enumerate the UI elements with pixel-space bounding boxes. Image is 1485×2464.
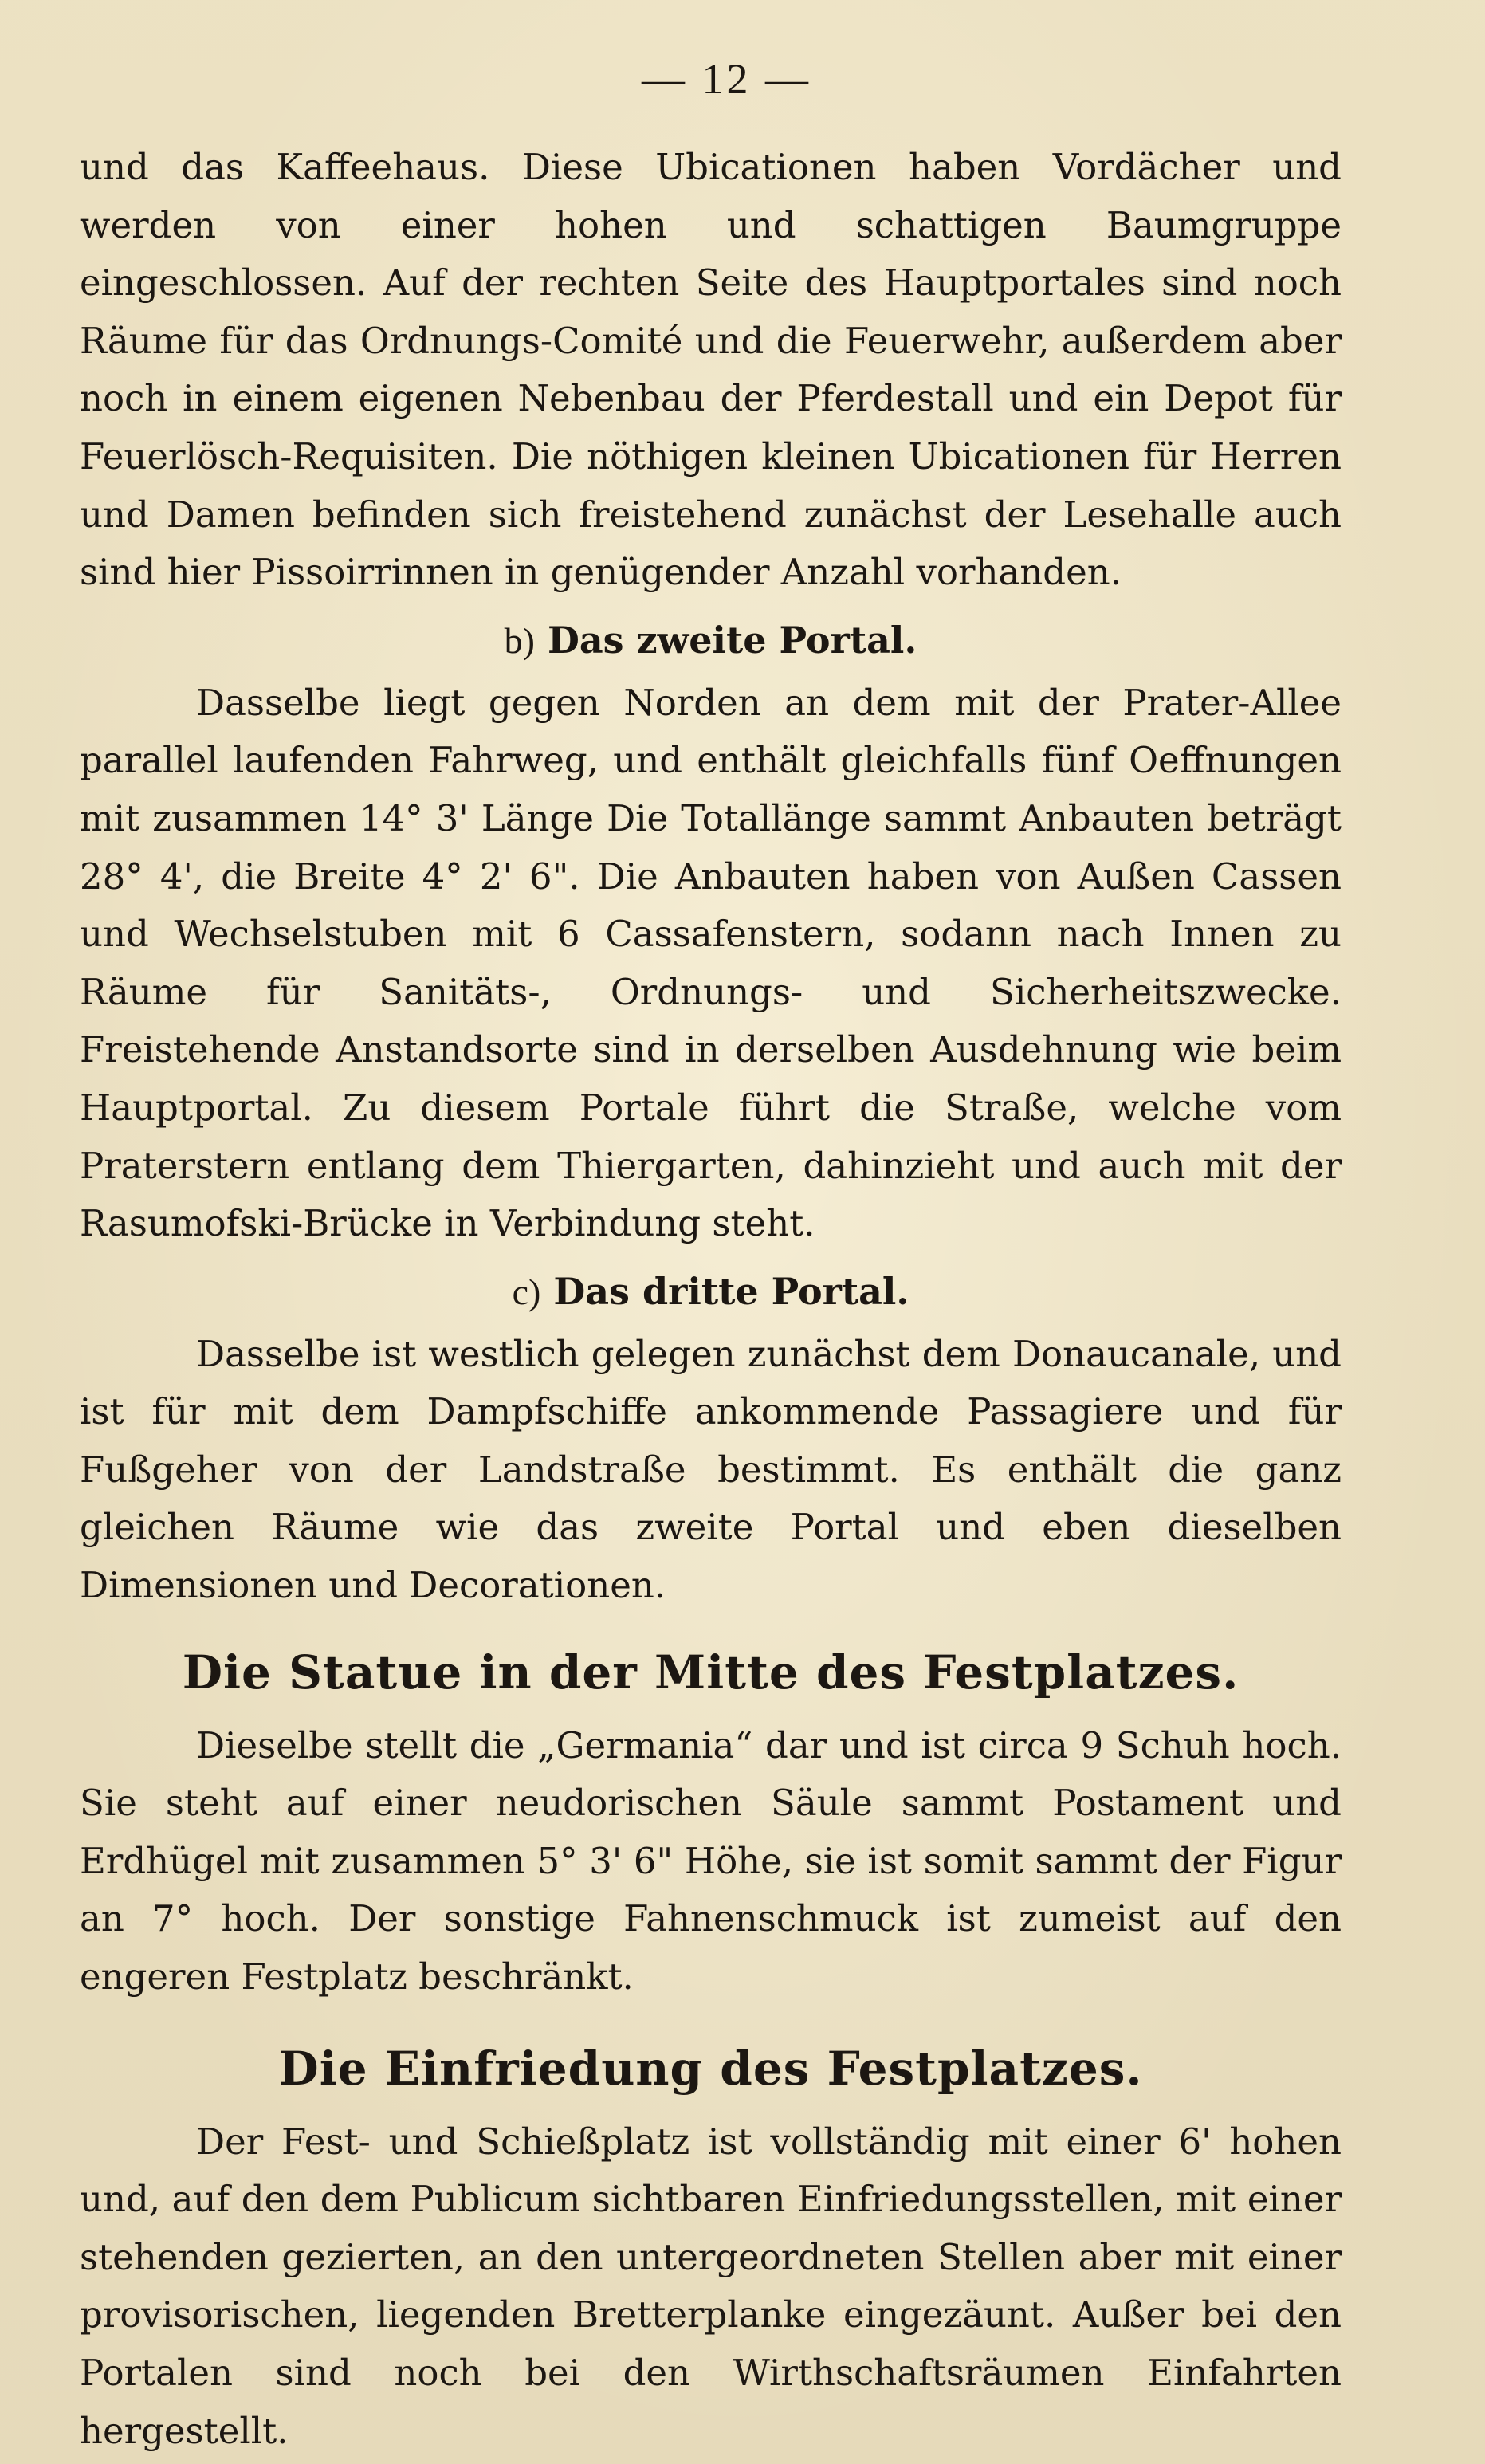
paragraph-einfriedung: Der Fest- und Schießplatz ist vollständig mit einer 6' hohen und, auf den dem Publicum sichtbaren Einfriedungsstellen, mit einer stehenden gezierten, an den untergeordneten Stellen aber mit einer provisorischen, liegenden Bretterplanke eingezäunt. Außer bei den Portalen sind noch bei den Wirthschaftsräumen Einfahrten hergestellt. bbox=[80, 2120, 1342, 2452]
subheading-letter: b) bbox=[504, 619, 535, 661]
paragraph-zweite-portal: Dasselbe liegt gegen Norden an dem mit der Prater-Allee parallel laufenden Fahrweg, und enthält gleichfalls fünf Oeffnungen mit zusammen 14° 3' Länge Die Totallänge sammt Anbauten beträgt 28° 4', die Breite 4° 2' 6". Die Anbauten haben von Außen Cassen und Wechselstuben mit 6 Cassafenstern, sodann nach Innen zu Räume für Sanitäts-, Ordnungs- und Sicherheitszwecke. Freistehende Anstandsorte sind in derselben Ausdehnung wie beim Hauptportal. Zu diesem Portale führt die Straße, welche vom Praterstern entlang dem Thiergarten, dahinzieht und auch mit der Rasumofski-Brücke in Verbindung steht. bbox=[80, 681, 1342, 1245]
subheading-zweite-portal bbox=[80, 607, 1342, 674]
heading-statue: Die Statue in der Mitte des Festplatzes. bbox=[182, 1645, 1239, 1700]
heading-einfriedung: Die Einfriedung des Festplatzes. bbox=[278, 2041, 1143, 2096]
subheading-title: Das zweite Portal. bbox=[547, 618, 917, 662]
subheading-dritte-portal bbox=[80, 1258, 1342, 1326]
subheading-title: Das dritte Portal. bbox=[553, 1269, 909, 1313]
paragraph-dritte-portal: Dasselbe ist westlich gelegen zunächst dem Donaucanale, und ist für mit dem Dampfschiffe ankommende Passagiere und für Fußgeher von der Landstraße bestimmt. Es enthält die ganz gleichen Räume wie das zweite Portal und eben dieselben Dimensionen und Decorationen. bbox=[80, 1332, 1342, 1607]
subheading-letter: c) bbox=[512, 1271, 541, 1312]
page-number: — 12 — bbox=[642, 55, 811, 103]
paragraph-statue: Dieselbe stellt die „Germania“ dar und ist circa 9 Schuh hoch. Sie steht auf einer neudorischen Säule sammt Postament und Erdhügel mit zusammen 5° 3' 6" Höhe, sie ist somit sammt der Figur an 7° hoch. Der sonstige Fahnenschmuck ist zumeist auf den engeren Festplatz beschränkt. bbox=[80, 1723, 1342, 1998]
paragraph-ubicationen: und das Kaffeehaus. Diese Ubicationen haben Vordächer und werden von einer hohen und schattigen Baumgruppe eingeschlossen. Auf der rechten Seite des Hauptportales sind noch Räume für das Ordnungs-Comité und die Feuerwehr, außerdem aber noch in einem eigenen Nebenbau der Pferdestall und ein Depot für Feuerlösch-Requisiten. Die nöthigen kleinen Ubicationen für Herren und Damen befinden sich freistehend zunächst der Lesehalle auch sind hier Pissoirrinnen in genügender Anzahl vorhanden. bbox=[80, 146, 1342, 594]
